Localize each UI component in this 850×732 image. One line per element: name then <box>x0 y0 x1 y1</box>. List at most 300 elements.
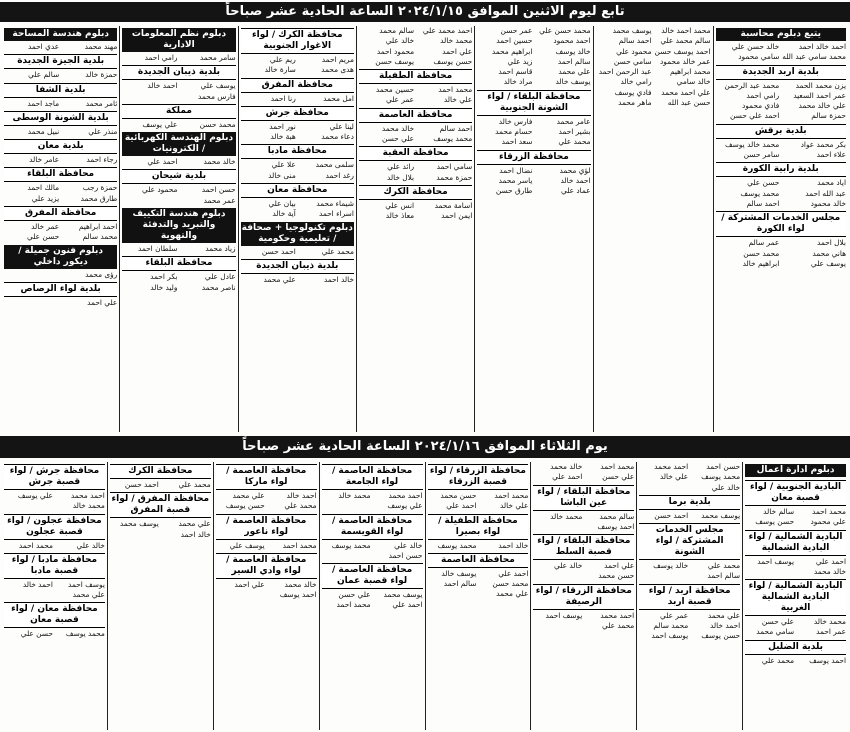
name-entry: علي احمد محمد <box>661 87 711 97</box>
name-entry: علي محمد <box>72 590 105 600</box>
name-entry: بشير احمد <box>558 127 591 137</box>
section-header: محافظة الزرقاء / لواء الرصيفة <box>533 584 634 610</box>
name-entry: يوسف احمد <box>68 579 105 589</box>
section-header: محافظة جرش / لواء قصبة جرش <box>4 464 105 490</box>
name-entry: رجاء احمد <box>86 155 118 165</box>
name-entry: ناصر محمد <box>201 282 236 292</box>
name-entry: هبة خالد <box>270 132 296 142</box>
name-entry: فادي محمود <box>741 101 780 111</box>
name-entry: محمد خالد <box>338 491 371 500</box>
name-entry: حسن يوسف <box>433 56 473 66</box>
name-entry: محمد احمد <box>282 540 317 550</box>
name-entry: احمد خالد <box>560 175 591 185</box>
name-entry: علي حسن <box>381 134 415 144</box>
names-list <box>533 611 634 632</box>
name-entry: محمد خالد <box>440 36 473 46</box>
name-entry: عمر محمد <box>203 195 236 205</box>
name-entry: هدى محمد <box>321 65 354 75</box>
name-entry: مريم احمد <box>321 55 354 64</box>
name-entry: محمد حسن <box>743 248 780 258</box>
name-entry: حسن يوسف <box>755 517 795 527</box>
section-header: محافظة جرش <box>241 106 354 121</box>
name-entry: خالد علي <box>394 540 423 550</box>
name-entry: احمد علي حسن <box>729 111 780 121</box>
section-header: محافظة معان <box>241 183 354 198</box>
name-entry: محمد يوسف <box>437 540 477 550</box>
name-entry: محمد احمد <box>494 491 529 500</box>
section-header: محافظة العاصمة <box>359 108 472 123</box>
names-list <box>122 120 235 130</box>
name-entry: محمد خالد <box>72 501 105 511</box>
section-header: محافظة المفرق <box>241 78 354 93</box>
name-entry: حسن احمد <box>201 185 236 195</box>
name-entry: محمد احمد خالد <box>661 26 711 35</box>
name-entry: يوسف خالد <box>441 568 477 578</box>
names-list <box>241 199 354 220</box>
name-entry: احمد محمد <box>600 610 635 620</box>
names-list <box>359 26 472 67</box>
names-list <box>716 238 846 269</box>
names-list <box>745 507 846 528</box>
names-list <box>241 122 354 143</box>
name-entry: فارس محمد <box>198 91 236 101</box>
name-entry: خالد حسن علي <box>731 42 780 51</box>
bottom-columns-column <box>636 462 742 730</box>
name-entry: آية خالد <box>272 209 296 219</box>
name-entry: علي يوسف <box>142 119 178 129</box>
names-list <box>122 272 235 293</box>
name-entry: محمد سالم <box>82 232 118 242</box>
names-list <box>716 140 846 161</box>
name-entry: حمزة رجب <box>82 183 118 193</box>
name-entry: سالم احمد <box>557 56 591 66</box>
name-entry: حسن يوسف <box>701 631 741 641</box>
name-entry: يوسف احمد <box>545 610 583 620</box>
name-entry: احمد سالم <box>746 198 780 208</box>
name-entry: يوسف محمد <box>701 510 741 520</box>
section-header: محافظة البلقاء / لواء عين الباشا <box>533 485 634 511</box>
names-list <box>241 275 354 285</box>
name-entry: حمزة محمد <box>436 172 473 182</box>
name-entry: محمد علي <box>761 655 795 665</box>
section-header: محافظة العاصمة / لواء ماركا <box>216 464 317 490</box>
names-list <box>216 491 317 512</box>
bottom-columns-column <box>742 462 848 730</box>
section-header: محافظة الكرك <box>110 464 211 479</box>
name-entry: علي خالد <box>500 501 529 511</box>
name-entry: رؤى محمد <box>85 269 118 279</box>
name-entry: عمر علي <box>660 610 689 620</box>
name-entry: حسن علي <box>747 178 780 188</box>
section-header: دبلوم هندسة المساحة <box>4 28 117 41</box>
name-entry: محمد خالد <box>550 511 583 521</box>
name-entry: سالم خالد <box>763 507 795 516</box>
name-entry: زياد محمد <box>205 244 236 254</box>
names-list <box>4 183 117 204</box>
section-header: بلدية رابية الكورة <box>716 162 846 177</box>
name-entry: علي محمد <box>707 610 741 620</box>
name-entry: علي محمد <box>178 519 211 529</box>
name-entry: يوسف حسن <box>375 56 415 66</box>
name-entry: خالد علي <box>385 36 415 46</box>
name-entry: يوسف احمد <box>757 556 795 566</box>
names-list <box>322 590 423 611</box>
section-header: دبلوم هندسة التكييف والتبريد والتدفئة والتهوية <box>122 208 235 243</box>
name-entry: احمد خالد <box>147 81 178 91</box>
name-entry: احمد سالم <box>439 123 473 133</box>
section-header: البادية الجنوبية / لواء قصبة معان <box>745 480 846 506</box>
name-entry: عادل علي <box>204 272 236 282</box>
name-entry: شيماء محمد <box>316 199 354 209</box>
name-entry: عمر حسن <box>500 26 533 35</box>
section-header: بلدية الشفا <box>4 83 117 98</box>
name-entry: سالم محمد علي <box>660 36 711 46</box>
names-list <box>4 270 117 280</box>
name-entry: عبد الرحمن احمد <box>598 67 652 77</box>
section-header: بلدية الشونة الوسطى <box>4 111 117 126</box>
name-entry: احمد علي <box>147 157 178 167</box>
name-entry: احمد علي <box>392 600 423 610</box>
name-entry: محمد سامي عبد الله <box>782 52 846 62</box>
name-entry: محمد علي <box>707 561 741 571</box>
name-entry: يوسف علي <box>810 258 846 268</box>
name-entry: منذر علي <box>88 126 118 136</box>
names-list <box>4 127 117 137</box>
name-entry: يوسف خالد <box>555 77 591 87</box>
name-entry: احمد حسن <box>261 246 296 256</box>
name-entry: عمر سالم <box>748 238 780 248</box>
name-entry: منى خالد <box>268 170 296 180</box>
name-entry: علي محمد <box>496 589 529 599</box>
name-entry: سامي محمود <box>738 52 780 62</box>
name-entry: احمد علي <box>552 472 583 482</box>
names-list <box>716 42 846 63</box>
name-entry: محمد يوسف <box>740 188 780 198</box>
name-entry: احمد علي <box>498 568 529 578</box>
name-entry: سالم احمد <box>707 571 741 581</box>
top-columns-column <box>474 26 592 432</box>
top-columns-column <box>593 26 713 432</box>
names-list <box>4 580 105 601</box>
section-header: محافظة العاصمة / لواء القويسمة <box>322 514 423 540</box>
name-entry: سالم علي <box>28 70 60 80</box>
name-entry: يوسف علي <box>229 540 265 550</box>
names-list <box>4 298 117 308</box>
name-entry: محمد علي <box>178 480 211 489</box>
section-header: بلدية معان <box>4 139 117 154</box>
names-list <box>639 462 740 493</box>
section-header: بلدية الضليل <box>745 640 846 655</box>
section-header: بلدية برما <box>639 495 740 510</box>
name-entry: احمد خالد <box>286 491 317 500</box>
names-list <box>4 70 117 80</box>
names-list <box>122 53 235 63</box>
name-entry: سالم محمد <box>599 511 635 521</box>
name-entry: محمد احمد <box>600 462 635 471</box>
section-header: بلدية اربد الجديدة <box>716 65 846 80</box>
name-entry: علي محمد <box>263 274 296 284</box>
section-header: محافظة مادبا <box>241 144 354 159</box>
name-entry: محمد حسن <box>199 119 236 129</box>
name-entry: رامي احمد <box>746 90 780 100</box>
name-entry: اياد محمد <box>817 178 846 188</box>
section-header: يتبع دبلوم محاسبة <box>716 28 846 41</box>
name-entry: احمد سالم <box>618 36 652 46</box>
names-list <box>4 155 117 165</box>
name-entry: علي حسن <box>602 472 635 482</box>
name-entry: زيد علي <box>507 56 533 66</box>
name-entry: يزيد علي <box>31 193 60 203</box>
name-entry: علي خالد <box>443 95 473 105</box>
name-entry: بلال احمد <box>817 238 846 248</box>
section-header: دبلوم فنون جميلة / ديكور داخلي <box>4 245 117 269</box>
top-columns <box>2 26 848 432</box>
name-entry: عبد الله احمد <box>805 188 846 198</box>
name-entry: طارق محمد <box>80 193 118 203</box>
section-header: مجلس الخدمات المشتركة / لواء الشونة <box>639 523 740 560</box>
name-entry: احمد علي <box>446 501 477 511</box>
name-entry: علي احمد <box>234 579 265 589</box>
name-entry: حسن علي <box>20 629 53 639</box>
section-header: بلدية الجيزة الجديدة <box>4 54 117 69</box>
name-entry: سامي احمد <box>436 162 473 172</box>
section-header: محافظة الزرقاء / لواء قصبة الزرقاء <box>428 464 529 490</box>
name-entry: احمد محمد <box>654 462 689 471</box>
name-entry: محمد حسن <box>492 579 529 589</box>
names-list <box>428 541 529 551</box>
name-entry: حسين احمد <box>496 36 533 46</box>
names-list <box>359 85 472 106</box>
names-list <box>4 629 105 639</box>
names-list <box>533 512 634 533</box>
name-entry: سعد احمد <box>501 137 533 147</box>
name-entry: امل محمد <box>323 93 354 103</box>
name-entry: محمد علي <box>558 137 591 147</box>
name-entry: عدي احمد <box>27 42 60 51</box>
names-list <box>359 124 472 145</box>
name-entry: رامي احمد <box>144 53 178 62</box>
names-list <box>639 561 740 582</box>
names-list <box>745 656 846 666</box>
name-entry: حسن علي <box>27 232 60 242</box>
name-entry: عمر احمد <box>816 627 846 637</box>
names-list <box>716 178 846 209</box>
name-entry: علي حسن <box>338 590 371 600</box>
name-entry: سامي محمد <box>756 627 795 637</box>
name-entry: احمد محمد <box>70 491 105 500</box>
name-entry: رنا احمد <box>270 93 296 103</box>
name-entry: خالد محمد <box>381 123 415 133</box>
section-header: بلدية لواء الرصاص <box>4 282 117 297</box>
bottom-columns-column <box>213 462 319 730</box>
name-entry: محمد خالد <box>813 617 846 627</box>
name-entry: محمد حسن علي <box>539 26 591 35</box>
name-entry: علي محمود <box>810 517 846 527</box>
name-entry: علي احمد <box>604 561 635 571</box>
name-entry: خالد علي <box>76 540 105 550</box>
section-header: محافظة العاصمة / لواء وادي السير <box>216 553 317 579</box>
name-entry: سالم محمد <box>379 26 415 35</box>
names-list <box>322 491 423 512</box>
name-entry: بيان علي <box>268 199 296 209</box>
names-list <box>122 185 235 206</box>
name-entry: احمد علي <box>815 556 846 566</box>
name-entry: يوسف محمد <box>383 590 423 600</box>
names-list <box>4 222 117 243</box>
name-entry: نضال احمد <box>499 165 533 175</box>
names-list <box>241 55 354 76</box>
name-entry: خالد احمد <box>323 274 354 284</box>
names-list <box>110 480 211 490</box>
name-entry: محمد احمد <box>18 540 53 550</box>
name-entry: ماجد احمد <box>27 98 60 108</box>
names-list <box>596 26 711 108</box>
name-entry: لؤي محمد <box>559 165 591 175</box>
top-columns-column <box>119 26 237 432</box>
name-entry: فادي يوسف <box>614 87 652 97</box>
name-entry: علي يوسف <box>387 501 423 511</box>
name-entry: احمد محمود <box>553 36 591 46</box>
name-entry: بلال خالد <box>386 172 415 182</box>
name-entry: حمزة خالد <box>85 70 118 80</box>
section-header: دبلوم نظم المعلومات الادارية <box>122 28 235 52</box>
name-entry: عمر خالد <box>31 222 60 232</box>
name-entry: حسن عبد الله <box>667 98 711 108</box>
name-entry: خالد احمد <box>180 529 211 539</box>
section-header: البادية الشمالية / لواء البادية الشمالية <box>745 530 846 556</box>
name-entry: احمد حسن <box>654 510 689 520</box>
name-entry: محمد علي <box>602 621 635 631</box>
names-list <box>533 561 634 582</box>
name-entry: علي محمد <box>558 67 591 77</box>
section-header: محافظة العاصمة <box>428 553 529 568</box>
names-list <box>322 541 423 562</box>
names-list <box>4 541 105 551</box>
name-entry: سامر محمد <box>199 53 236 62</box>
name-entry: سلمى محمد <box>315 160 354 170</box>
name-entry: احمد خالد <box>22 579 53 589</box>
name-entry: يوسف محمد <box>119 519 159 529</box>
name-entry: حمزة سالم <box>811 111 846 121</box>
section-header: محافظة العقبة <box>359 146 472 161</box>
name-entry: ابراهيم محمد <box>491 46 533 56</box>
section-header: محافظة المفرق <box>4 206 117 221</box>
name-entry: خالد محمد <box>284 579 317 589</box>
name-entry: خالد يوسف <box>555 46 591 56</box>
name-entry: مالك احمد <box>27 183 60 193</box>
name-entry: سالم احمد <box>443 579 477 589</box>
name-entry: محمود علي <box>141 185 178 195</box>
section-header: محافظة معان / لواء قصبة معان <box>4 602 105 628</box>
section-header: محافظة المفرق / لواء قصبة المفرق <box>110 492 211 518</box>
name-entry: يوسف محمد <box>612 26 652 35</box>
name-entry: نبيل محمد <box>27 126 60 136</box>
names-list <box>745 557 846 578</box>
name-entry: احمد يوسف <box>809 655 846 665</box>
section-header: محافظة العاصمة / لواء قصبة عمان <box>322 563 423 589</box>
name-entry: سارة خالد <box>264 65 296 75</box>
name-entry: علي احمد <box>87 297 118 307</box>
name-entry: نور احمد <box>269 121 296 131</box>
name-entry: علي خالد محمد <box>798 101 846 111</box>
section-header: البادية الشمالية / لواء البادية الشمالية الغربية <box>745 579 846 616</box>
name-entry: اسامة محمد <box>434 200 473 210</box>
names-list <box>359 162 472 183</box>
name-entry: احمد يوسف <box>279 590 317 600</box>
section-header: دبلوم ادارة اعمال <box>745 464 846 477</box>
name-entry: دعاء محمد <box>321 132 354 142</box>
bottom-columns-column <box>319 462 425 730</box>
name-entry: احمد يوسف <box>597 521 635 531</box>
names-list <box>428 491 529 512</box>
section-header: محافظة اربد / لواء قصبة اربد <box>639 584 740 610</box>
name-entry: سلطان احمد <box>137 244 178 254</box>
names-list <box>241 160 354 181</box>
bottom-columns-column <box>530 462 636 730</box>
name-entry: علي يوسف <box>17 491 53 500</box>
section-header: محافظة الطفيلة <box>359 69 472 84</box>
name-entry: محمد عبد الرحمن <box>724 80 780 90</box>
name-entry: محمد يوسف <box>433 134 473 144</box>
section-header: بلدية ذيبان الجديدة <box>241 259 354 274</box>
name-entry: احمد ابراهيم <box>78 222 118 232</box>
name-entry: حسن محمد <box>598 571 635 581</box>
name-entry: علي خالد <box>659 472 689 482</box>
section-header: محافظة البلقاء <box>4 167 117 182</box>
names-list <box>122 157 235 167</box>
name-entry: ثامر محمد <box>85 98 118 108</box>
names-list <box>216 541 317 551</box>
section-header: محافظة الكرك / لواء الاغوار الجنوبية <box>241 28 354 54</box>
name-entry: يزن محمد الحمد <box>795 80 846 90</box>
section-header: محافظة البلقاء / لواء قصبة السلط <box>533 534 634 560</box>
name-entry: محمود احمد <box>376 46 415 56</box>
name-entry: حسن احمد <box>706 462 741 471</box>
name-entry: عماد علي <box>560 186 591 196</box>
name-entry: رائد علي <box>387 162 415 172</box>
names-list <box>533 462 634 483</box>
section-header: محافظة الطفيلة / لواء بصيرا <box>428 514 529 540</box>
names-list <box>745 617 846 638</box>
name-entry: وليد خالد <box>150 282 178 292</box>
top-columns-column <box>713 26 848 432</box>
name-entry: حسام محمد <box>495 127 533 137</box>
name-entry: احمد خالد <box>710 621 741 631</box>
names-list <box>241 247 354 257</box>
section-header: بلدية ذيبان الجديدة <box>122 65 235 80</box>
section-header: مجلس الخدمات المشتركة / لواء الكورة <box>716 211 846 237</box>
name-entry: محمد احمد <box>438 85 473 95</box>
name-entry: خالد علي <box>553 561 583 571</box>
name-entry: عامر خالد <box>29 155 60 165</box>
name-entry: محمد يوسف <box>65 629 105 639</box>
name-entry: محمود علي <box>616 46 652 56</box>
names-list <box>477 26 590 88</box>
name-entry: معاذ خالد <box>385 211 415 221</box>
name-entry: هاني محمد <box>812 248 846 258</box>
name-entry: علا علي <box>271 160 296 170</box>
name-entry: ايمن احمد <box>441 211 473 221</box>
name-entry: علي محمد <box>232 491 265 500</box>
names-list <box>428 569 529 600</box>
section-header: مملكة <box>122 104 235 119</box>
name-entry: محمد خالد يوسف <box>725 139 780 149</box>
section-header: دبلوم الهندسة الكهربائية / الكترونيات <box>122 132 235 156</box>
name-entry: محمد علي <box>321 246 354 256</box>
name-entry: رغد احمد <box>325 170 354 180</box>
section-header: محافظة العاصمة / لواء ناعور <box>216 514 317 540</box>
mid-date-banner: يوم الثلاثاء الموافق ٢٠٢٤/١/١٦ الساعة الحادية عشر صباحاً <box>0 436 850 458</box>
